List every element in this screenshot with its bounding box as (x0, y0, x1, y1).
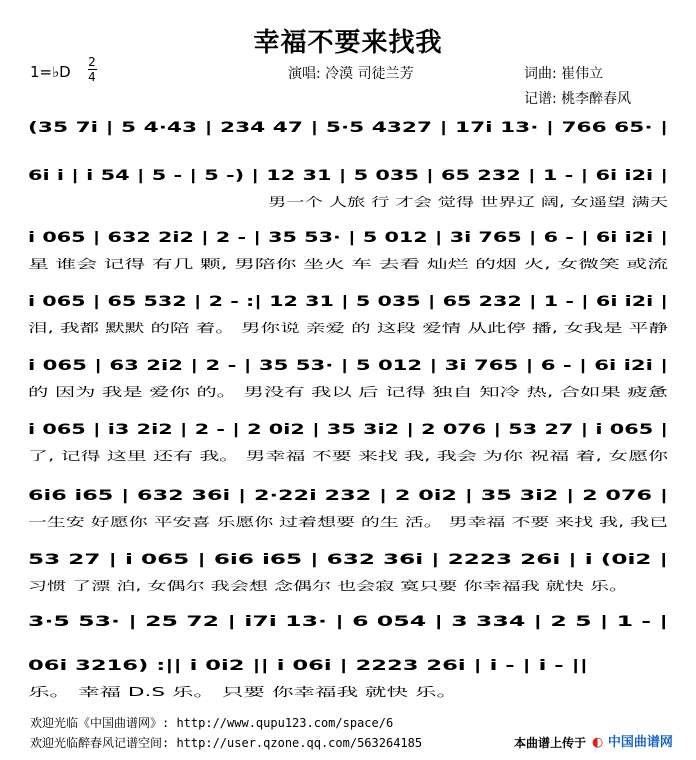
score-system-6 (0, 416, 696, 480)
score-system-5 (0, 352, 696, 416)
lyric-svg (28, 318, 678, 338)
notation-line (28, 114, 678, 144)
notation-line (28, 224, 678, 254)
lyric-line (28, 682, 678, 702)
lyric-line (28, 254, 678, 274)
logo-mark-icon: ◐ (592, 735, 604, 750)
score-system-10 (0, 652, 696, 716)
lyric-text: 习惯 了漂 泊, 女偶尔 我会想 念偶尔 也会寂 寞只要 你幸福我 就快 乐。 (28, 579, 406, 593)
notation-line (28, 482, 678, 512)
notation-text: i 065 | 65 532 | 2 - :| 12 31 | 5 035 | 65 232 | 1 - | 6i i2i | (28, 294, 668, 310)
lyric-svg (28, 192, 678, 212)
site-logo (592, 731, 673, 750)
notation-text: (35 7i | 5 4·43 | 234 47 | 5·5 4327 | 17i 13· | 766 65· | (28, 120, 668, 136)
singer-credit: 演唱: 冷漠 司徒兰芳 (288, 66, 414, 82)
notation-svg (28, 224, 678, 254)
lyric-svg (28, 254, 678, 274)
lyric-svg (28, 512, 678, 532)
notation-svg (28, 352, 678, 382)
lyric-line (28, 318, 678, 338)
notation-line (28, 416, 678, 446)
logo-text: 中国曲谱网 (607, 735, 673, 750)
lyric-line (28, 382, 678, 402)
notation-line (28, 352, 678, 382)
notation-text: 3·5 53· | 25 72 | i7i 13· | 6 054 | 3 334 | 2 5 | 1 - | (28, 614, 668, 630)
notation-text: 6i6 i65 | 632 36i | 2·22i 232 | 2 0i2 | 35 3i2 | 2 076 | (28, 488, 668, 504)
notation-text: 06i 3216) :|| i 0i2 || i 06i | 2223 26i | i - | i - || (28, 658, 588, 674)
lyric-text: 泪, 我都 默默 的陪 着。 男你说 亲爱 的 这段 爱情 从此停 播, 女我是 平静 (28, 321, 422, 335)
score-system-2 (0, 162, 696, 226)
lyric-line (28, 512, 678, 532)
lyric-text: 了, 记得 这里 还有 我。 男幸福 不要 来找 我, 我会 为你 祝福 着, 女愿你 (28, 449, 414, 463)
notation-line (28, 162, 678, 192)
notation-text: i 065 | 63 2i2 | 2 - | 35 53· | 5 012 | 3i 765 | 6 - | 6i i2i | (28, 358, 668, 374)
song-title: 幸福不要来找我 (253, 28, 443, 58)
lyric-svg (28, 576, 678, 596)
lyricist-credit: 词曲: 崔伟立 (524, 66, 604, 82)
notation-text: 53 27 | i 065 | 6i6 i65 | 632 36i | 2223 26i | i (0i2 | (28, 552, 668, 568)
notation-svg (28, 546, 678, 576)
notation-svg (28, 608, 678, 638)
lyric-text: 的 因为 我是 爱你 的。 男没有 我以 后 记得 独自 知冷 热, 合如果 疲惫 (28, 385, 406, 399)
time-bottom: 4 (88, 70, 96, 84)
lyric-text: 男一个 人旅 行 才会 觉得 世界辽 阔, 女遥望 满天 (268, 195, 531, 209)
lyric-svg (28, 446, 678, 466)
lyric-line (28, 446, 678, 466)
score-system-3 (0, 224, 696, 288)
footer-space-link[interactable]: 欢迎光临醉春风记谱空间: http://user.qzone.qq.com/563264185 (30, 736, 423, 750)
notation-svg (28, 416, 678, 446)
notation-text: i 065 | i3 2i2 | 2 - | 2 0i2 | 35 3i2 | 2 076 | 53 27 | i 065 | (28, 422, 668, 438)
arranger-credit: 记谱: 桃李醉春风 (524, 91, 632, 107)
notation-line (28, 652, 678, 682)
lyric-text: 乐。 幸福 D.S 乐。 只要 你幸福我 就快 乐。 (28, 685, 268, 699)
notation-line (28, 608, 678, 638)
notation-svg (28, 288, 678, 318)
lyric-line (28, 192, 678, 212)
key-signature: 1=♭D (30, 63, 71, 81)
notation-text: i 065 | 632 2i2 | 2 - | 35 53· | 5 012 | 3i 765 | 6 - | 6i i2i | (28, 230, 668, 246)
notation-svg (28, 652, 678, 682)
score-system-8 (0, 546, 696, 610)
notation-svg (28, 114, 678, 144)
lyric-svg (28, 382, 678, 402)
notation-line (28, 546, 678, 576)
time-top: 2 (88, 55, 96, 69)
notation-line (28, 288, 678, 318)
time-signature (86, 56, 98, 83)
lyric-text: 一生安 好愿你 平安喜 乐愿你 过着想要 的生 活。 男幸福 不要 来找 我, 我已 (28, 515, 434, 529)
notation-svg (28, 482, 678, 512)
notation-svg (28, 162, 678, 192)
lyric-text: 星 谁会 记得 有几 颗, 男陪你 坐火 车 去看 灿烂 的烟 火, 女微笑 或流 (28, 257, 398, 271)
footer-site-link[interactable]: 欢迎光临《中国曲谱网》: http://www.qupu123.com/space/6 (30, 716, 394, 730)
notation-text: 6i i | i 54 | 5 - | 5 -) | 12 31 | 5 035 | 65 232 | 1 - | 6i i2i | (28, 168, 668, 184)
score-system-7 (0, 482, 696, 546)
upload-note: 本曲谱上传于 (514, 736, 587, 750)
score-system-4 (0, 288, 696, 352)
lyric-svg (28, 682, 678, 702)
lyric-line (28, 576, 678, 596)
